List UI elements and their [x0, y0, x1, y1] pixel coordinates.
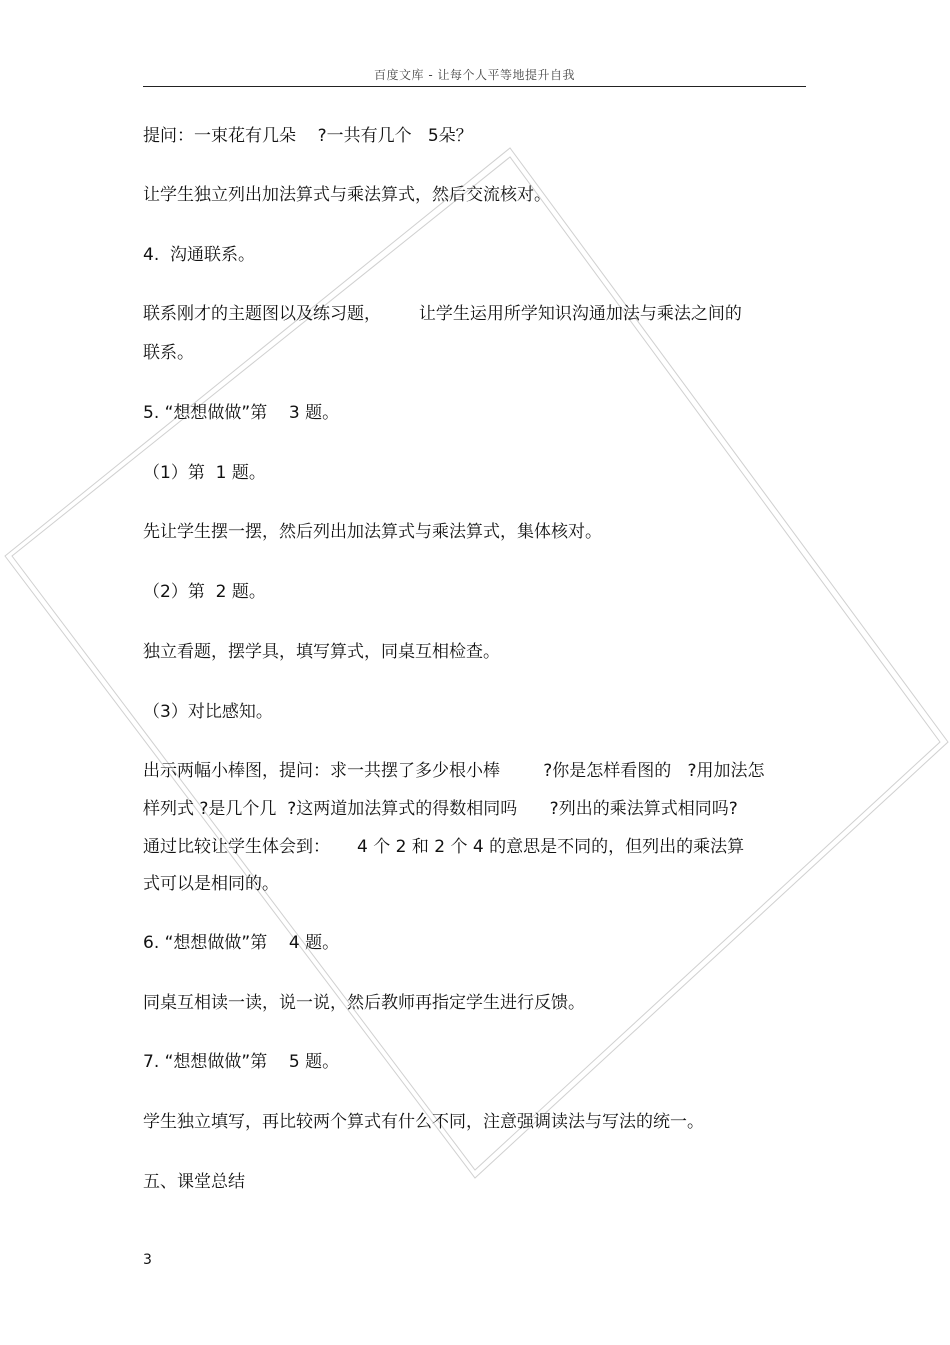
paragraph-continuation: 样列式 ?是几个几 ?这两道加法算式的得数相同吗 ?列出的乘法算式相同吗? [143, 799, 738, 819]
paragraph: 让学生独立列出加法算式与乘法算式，然后交流核对。 [143, 185, 551, 205]
paragraph: 联系刚才的主题图以及练习题， 让学生运用所学知识沟通加法与乘法之间的 [143, 304, 742, 324]
paragraph: 先让学生摆一摆，然后列出加法算式与乘法算式，集体核对。 [143, 522, 602, 542]
section-heading: 五、课堂总结 [143, 1172, 245, 1192]
page-header: 百度文库 - 让每个人平等地提升自我 [374, 68, 575, 82]
sub-item: （2）第 2 题。 [143, 582, 266, 602]
paragraph-continuation: 联系。 [143, 343, 194, 363]
section-heading: 5. “想想做做”第 3 题。 [143, 403, 340, 423]
paragraph-continuation: 通过比较让学生体会到： 4 个 2 和 2 个 4 的意思是不同的，但列出的乘法算 [143, 837, 745, 857]
section-heading: 4. 沟通联系。 [143, 245, 256, 265]
section-heading: 7. “想想做做”第 5 题。 [143, 1052, 340, 1072]
sub-item: （3）对比感知。 [143, 702, 273, 722]
paragraph-continuation: 式可以是相同的。 [143, 874, 279, 894]
paragraph: 独立看题，摆学具，填写算式，同桌互相检查。 [143, 642, 500, 662]
section-heading: 6. “想想做做”第 4 题。 [143, 933, 340, 953]
paragraph: 学生独立填写，再比较两个算式有什么不同，注意强调读法与写法的统一。 [143, 1112, 704, 1132]
paragraph: 出示两幅小棒图，提问：求一共摆了多少根小棒 ?你是怎样看图的 ?用加法怎 [143, 761, 765, 781]
page-number: 3 [143, 1252, 152, 1268]
question-line: 提问：一束花有几朵 ?一共有几个 5朵？ [143, 126, 473, 146]
paragraph: 同桌互相读一读，说一说，然后教师再指定学生进行反馈。 [143, 993, 585, 1013]
header-divider [143, 86, 806, 87]
sub-item: （1）第 1 题。 [143, 463, 266, 483]
